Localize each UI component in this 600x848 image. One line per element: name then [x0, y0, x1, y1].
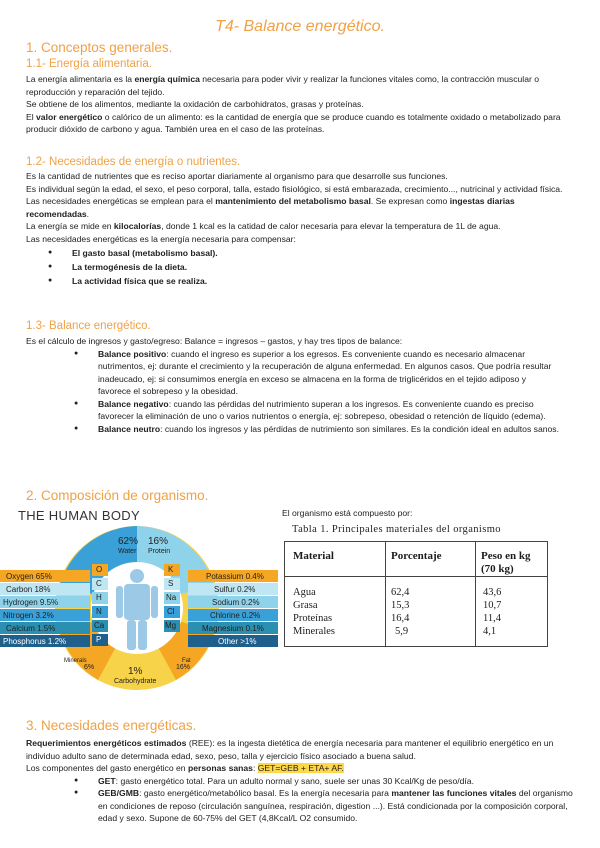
bold-text: valor energético — [36, 111, 103, 122]
bold-text: Balance positivo — [98, 348, 167, 359]
element-symbol: O — [96, 565, 103, 574]
element-symbol: H — [96, 593, 102, 602]
element-label: Chlorine 0.2% — [210, 611, 261, 620]
table-caption: Tabla 1. Principales materiales del organismo — [292, 524, 501, 535]
minerals-pct: 6% — [84, 664, 95, 671]
section-2-heading: 2. Composición de organismo. — [26, 488, 209, 503]
table-cell: Agua — [293, 587, 316, 598]
text: , donde 1 kcal es la catidad de calor necesaria para elevar la temperatura de 1L de agua. — [161, 221, 501, 231]
list-item — [26, 423, 574, 436]
table-cell: 4,1 — [483, 626, 497, 637]
highlighted-formula: GET=GEB + ETA+ AF. — [257, 763, 344, 773]
element-symbol: Cl — [167, 607, 175, 616]
list-item: ● El gasto basal (metabolismo basal). — [26, 246, 574, 260]
paragraph: Se obtiene de los alimentos, mediante la oxidación de carbohidratos, grasas y proteínas. — [26, 99, 364, 109]
text: La energía alimentaria es la — [26, 74, 135, 84]
list-item: ● La termogénesis de la dieta. — [26, 260, 574, 274]
section-1-heading: 1. Conceptos generales. — [26, 40, 173, 55]
list-item — [26, 348, 574, 398]
text: : cuando el ingreso es superior a los egresos. Es conveniente cuando es necesario almacenar nutrimentos, ej: durante el crecimiento y la recuperación de alguna enfermedad. En algunos casos. Que podría resultar inadeucado, ej: si consumimos energía en exceso se almacena en la forma de triglicéridos en el tejido adiposo y favorece el sobrepeso y la obesidad. — [98, 348, 552, 396]
table-cell: 62,4 — [391, 587, 410, 598]
paragraph — [26, 737, 574, 762]
bold-text: energía química — [134, 74, 200, 84]
text: . — [86, 208, 90, 219]
text: . Se expresan como — [370, 196, 450, 206]
bold-text: GEB/GMB — [98, 788, 140, 798]
figure-title: THE HUMAN BODY — [18, 508, 140, 523]
bold-text: Balance neutro — [98, 423, 161, 434]
section-1-2-heading: 1.2- Necesidades de energía o nutrientes. — [26, 156, 241, 168]
table-cell: 5,9 — [395, 626, 409, 637]
element-label: Potassium 0.4% — [206, 572, 264, 581]
water-pct: 62% — [118, 536, 139, 547]
text: necesaria para poder vivir y realizar la funciones vitales como, la contracción muscular o reproducción y reparación del tejido. — [26, 74, 540, 97]
section-1-3-heading: 1.3- Balance energético. — [26, 320, 151, 332]
section-3-body — [26, 737, 574, 825]
bullet-list — [26, 246, 574, 288]
materials-table — [284, 541, 548, 647]
text: : cuando los ingresos y las pérdidas de nutrimiento son similares. Es la condición ideal en adultos sanos. — [160, 423, 559, 434]
table-cell: 15,3 — [391, 600, 410, 611]
table-column-weight — [483, 586, 501, 638]
table-cell: Proteínas — [293, 613, 333, 624]
element-symbol: Ca — [94, 621, 105, 630]
section-1-1-body — [26, 73, 574, 136]
text: : gasto energético total. Para un adulto normal y sano, suele ser unas 30 Kcal/Kg de peso/día. — [115, 775, 474, 786]
element-symbol: C — [96, 579, 102, 588]
minerals-label: Minerals — [64, 658, 87, 664]
bold-text: Requerimientos energéticos estimados — [26, 738, 187, 748]
balance-list — [26, 348, 574, 436]
paragraph — [26, 195, 574, 220]
paragraph — [26, 111, 574, 136]
element-label: Carbon 18% — [6, 585, 51, 594]
column-header: Porcentaje — [391, 550, 442, 562]
table-cell: 11,4 — [483, 613, 501, 624]
paragraph: Las necesidades energéticas es la energía necesaria para compensar: — [26, 233, 296, 244]
carb-label: Carbohydrate — [114, 678, 157, 685]
text: Los componentes del gasto energético en — [26, 763, 188, 773]
text: El — [26, 111, 37, 122]
element-symbol: Mg — [165, 621, 177, 630]
paragraph — [26, 762, 574, 775]
section-1-3-body — [26, 335, 574, 435]
element-label: Magnesium 0.1% — [202, 624, 264, 633]
element-symbol: Na — [166, 593, 177, 602]
text: La energía se mide en — [26, 221, 114, 231]
text: o calórico de un alimento: es la cantidad de energía que se produce cuando es totalmente oxidado o metabolizado para producir dióxido de carbono y agua. También urea en el caso de las proteínas. — [26, 111, 561, 134]
column-header: Material — [293, 550, 334, 562]
element-label: Oxygen 65% — [6, 572, 52, 581]
list-item — [26, 398, 574, 423]
text: : gasto energético/metabólico basal. Es la energía necesaria para — [139, 788, 392, 798]
fat-label: Fat — [182, 658, 191, 664]
energy-components-list — [26, 775, 574, 825]
text: (REE): es la ingesta dietética de energía necesaria para mantener el equilibrio energético en un individuo adulto sano de determinada edad, sexo, peso, talla y ejercicio físico asociado a buena salud. — [26, 738, 554, 761]
element-label: Other >1% — [218, 637, 257, 646]
text: Las necesidades energéticas se emplean para el — [26, 196, 216, 206]
bold-text: GET — [98, 775, 116, 786]
bold-text: Balance negativo — [98, 398, 169, 409]
bold-text: kilocalorías — [113, 221, 162, 231]
list-item: ● La actividad física que se realiza. — [26, 274, 574, 288]
document-title: T4- Balance energético. — [215, 18, 385, 35]
element-label: Hydrogen 9.5% — [3, 598, 59, 607]
protein-label: Protein — [148, 548, 171, 555]
bold-text: personas sanas — [187, 763, 253, 773]
column-header: Peso en kg (70 kg) — [481, 550, 531, 575]
element-label: Sodium 0.2% — [212, 598, 260, 607]
text: : cuando las pérdidas del nutrimiento superan a los ingresos. Es conveniente cuando es preciso favorecer la eliminación de uno o varios nutrientos o energía, ej: sobrepeso, obesidad o retención de líquido (edema). — [98, 398, 546, 421]
element-label: Sulfur 0.2% — [214, 585, 256, 594]
table-column-materials — [293, 586, 335, 638]
element-symbol: K — [168, 565, 174, 574]
section-1-1-heading: 1.1- Energía alimentaria. — [26, 58, 152, 70]
table-cell: Grasa — [293, 600, 318, 611]
carb-pct: 1% — [128, 666, 143, 677]
table-cell: 10,7 — [483, 600, 502, 611]
bold-text: ingestas diarias recomendadas — [26, 196, 515, 219]
paragraph — [26, 220, 574, 233]
bold-text: mantener las funciones vitales — [391, 788, 517, 798]
water-label: Water — [118, 548, 137, 555]
table-intro: El organismo está compuesto por: — [282, 508, 413, 518]
bold-text: mantenimiento del metabolismo basal — [215, 196, 371, 206]
table-cell: 16,4 — [391, 613, 410, 624]
paragraph: Es individual según la edad, el sexo, el peso corporal, talla, estado fisiológico, si está embarazada, crecimiento..., nutricinal y actividad física. — [26, 183, 563, 194]
fat-pct: 16% — [176, 664, 191, 671]
element-label: Calcium 1.5% — [6, 624, 56, 633]
table-cell: Minerales — [293, 626, 335, 637]
paragraph: Es la cantidad de nutrientes que es reciso aportar diariamente al organismo para que desarrolle sus funciones. — [26, 171, 448, 181]
list-item — [26, 775, 574, 788]
element-symbol: N — [96, 607, 102, 616]
element-label: Nitrogen 3.2% — [3, 611, 54, 620]
element-symbol: P — [96, 635, 102, 644]
text: del organismo en condiciones de reposo (circulación sanguínea, respiración, digestion ...). Está condicionada por la composición corporal, edad y sexo. Supone de 60-75% del GET (4,8Kcal/L O2 consumido. — [98, 788, 573, 823]
text: : — [252, 763, 258, 773]
section-1-2-body — [26, 170, 574, 288]
paragraph: Es el cálculo de ingresos y gasto/egreso: Balance = ingresos – gastos, y hay tres tipos de balance: — [26, 336, 403, 346]
section-3-heading: 3. Necesidades energéticas. — [26, 718, 197, 733]
table-cell: 43,6 — [483, 587, 502, 598]
list-item — [26, 787, 574, 825]
element-symbol: S — [168, 579, 174, 588]
element-label: Phosphorus 1.2% — [3, 637, 67, 646]
protein-pct: 16% — [148, 536, 169, 547]
table-column-percent — [391, 586, 409, 638]
paragraph — [26, 73, 574, 98]
